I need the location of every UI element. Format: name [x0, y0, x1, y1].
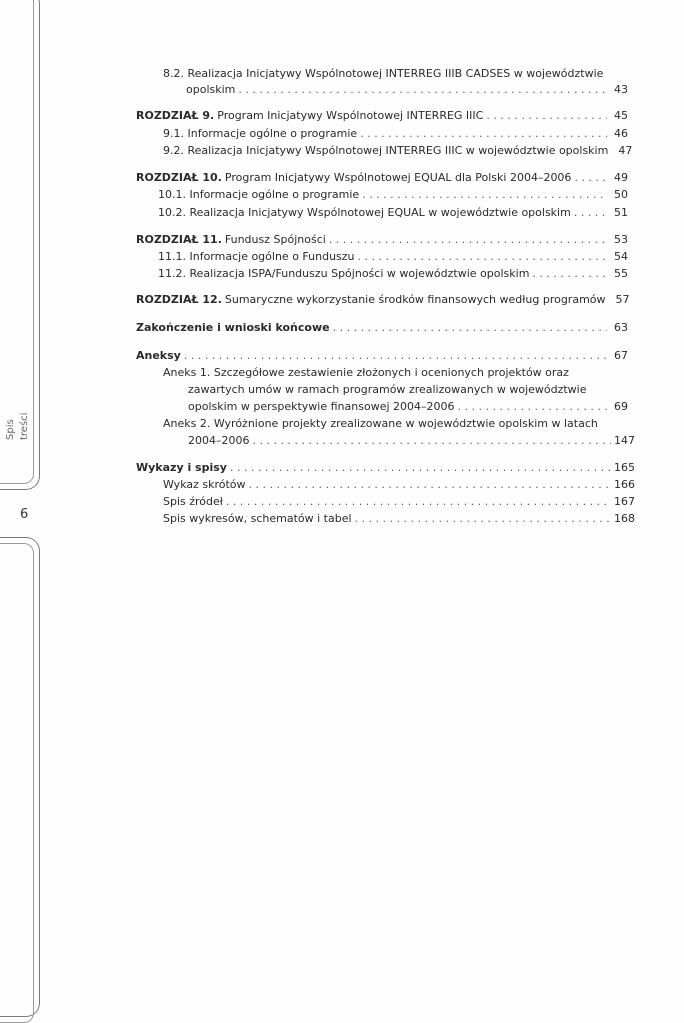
toc-annex-1-line2: zawartych umów w ramach programów zrealizowanych w województwie	[188, 383, 587, 396]
toc-entry-8-2-line1: 8.2. Realizacja Inicjatywy Wspólnotowej INTERREG IIIB CADSES w województwie	[163, 67, 604, 80]
dot-leader	[486, 108, 607, 124]
toc-entry-11-1[interactable]	[158, 249, 628, 265]
dot-leader	[230, 460, 611, 476]
toc-entry-label: opolskim w perspektywie finansowej 2004–2006	[188, 400, 455, 413]
toc-page-number: 147	[614, 434, 635, 447]
toc-page-number: 165	[614, 461, 635, 474]
dot-leader	[238, 82, 607, 98]
toc-figures[interactable]	[163, 511, 635, 527]
toc-page-number: 57	[615, 293, 630, 306]
toc-entry-label: 11.1. Informacje ogólne o Funduszu	[158, 250, 355, 263]
toc-page-number: 63	[614, 321, 628, 334]
dot-leader	[574, 205, 607, 221]
dot-leader	[358, 249, 607, 265]
dot-leader	[574, 170, 607, 186]
dot-leader	[362, 187, 607, 203]
toc-entry-8-2[interactable]	[186, 82, 628, 98]
toc-conclusion[interactable]	[136, 320, 628, 336]
toc-annexes[interactable]	[136, 348, 628, 364]
toc-chapter-11[interactable]	[136, 232, 628, 248]
chapter-prefix: ROZDZIAŁ 10.	[136, 171, 222, 184]
toc-entry-label: Wykazy i spisy	[136, 461, 227, 474]
toc-page-number: 168	[614, 512, 635, 525]
toc-entry-label: Program Inicjatywy Wspólnotowej INTERREG IIIC	[217, 109, 484, 122]
chapter-prefix: ROZDZIAŁ 12.	[136, 293, 222, 306]
side-tab-bottom-inner	[0, 543, 34, 1023]
toc-sources[interactable]	[163, 494, 635, 510]
toc-page-number: 67	[614, 349, 628, 362]
toc-entry-9-2[interactable]	[163, 143, 633, 159]
dot-leader	[329, 232, 607, 248]
toc-entry-label: Aneksy	[136, 349, 181, 362]
toc-page-number: 167	[614, 495, 635, 508]
dot-leader	[355, 511, 611, 527]
toc-page-number: 53	[614, 233, 628, 246]
toc-chapter-9[interactable]	[136, 108, 628, 124]
dot-leader	[253, 433, 612, 449]
toc-entry-label: Zakończenie i wnioski końcowe	[136, 321, 330, 334]
dot-leader	[184, 348, 607, 364]
toc-entry-11-2[interactable]	[158, 266, 628, 282]
dot-leader	[532, 266, 607, 282]
dot-leader	[333, 320, 607, 336]
toc-annex-2[interactable]	[188, 433, 635, 449]
toc-entry-label: 10.2. Realizacja Inicjatywy Wspólnotowej EQUAL w województwie opolskim	[158, 206, 571, 219]
toc-entry-label: 9.2. Realizacja Inicjatywy Wspólnotowej INTERREG IIIC w województwie opolskim	[163, 144, 609, 157]
side-section-label: Spis treści	[5, 412, 30, 440]
toc-page-number: 69	[614, 400, 628, 413]
toc-abbreviations[interactable]	[163, 477, 635, 493]
dot-leader	[360, 126, 607, 142]
toc-entry-9-1[interactable]	[163, 126, 628, 142]
toc-entry-10-1[interactable]	[158, 187, 628, 203]
toc-chapter-10[interactable]	[136, 170, 628, 186]
toc-entry-label: 9.1. Informacje ogólne o programie	[163, 127, 358, 140]
chapter-prefix: ROZDZIAŁ 9.	[136, 109, 215, 122]
toc-page-number: 55	[614, 267, 628, 280]
toc-entry-label: Sumaryczne wykorzystanie środków finansowych według programów	[224, 293, 606, 306]
toc-entry-label: Program Inicjatywy Wspólnotowej EQUAL dla Polski 2004–2006	[224, 171, 572, 184]
toc-entry-label: 2004–2006	[188, 434, 250, 447]
toc-entry-label: 10.1. Informacje ogólne o programie	[158, 188, 360, 201]
chapter-prefix: ROZDZIAŁ 11.	[136, 233, 222, 246]
toc-page-number: 166	[614, 478, 635, 491]
toc-page-number: 45	[614, 109, 628, 122]
dot-leader	[249, 477, 611, 493]
toc-entry-label: 11.2. Realizacja ISPA/Funduszu Spójności w województwie opolskim	[158, 267, 530, 280]
toc-annex-1[interactable]	[188, 399, 628, 415]
toc-page-number: 49	[614, 171, 628, 184]
dot-leader	[226, 494, 611, 510]
page-number: 6	[20, 507, 29, 522]
toc-entry-10-2[interactable]	[158, 205, 628, 221]
toc-entry-label: Wykaz skrótów	[163, 478, 246, 491]
toc-chapter-12[interactable]	[136, 292, 628, 308]
toc-page-number: 47	[618, 144, 633, 157]
toc-page-number: 51	[614, 206, 628, 219]
toc-entry-label: Fundusz Spójności	[224, 233, 326, 246]
toc-lists[interactable]	[136, 460, 635, 476]
dot-leader	[458, 399, 607, 415]
toc-annex-1-line1: Aneks 1. Szczegółowe zestawienie złożonych i ocenionych projektów oraz	[163, 366, 569, 379]
toc-page-number: 54	[614, 250, 628, 263]
toc-entry-label: opolskim	[186, 83, 236, 96]
toc-page-number: 43	[614, 83, 628, 96]
toc-entry-label: Spis źródeł	[163, 495, 223, 508]
toc-page-number: 46	[614, 127, 628, 140]
toc-page-number: 50	[614, 188, 628, 201]
toc-annex-2-line1: Aneks 2. Wyróżnione projekty zrealizowane w województwie opolskim w latach	[163, 417, 598, 430]
toc-entry-label: Spis wykresów, schematów i tabel	[163, 512, 352, 525]
